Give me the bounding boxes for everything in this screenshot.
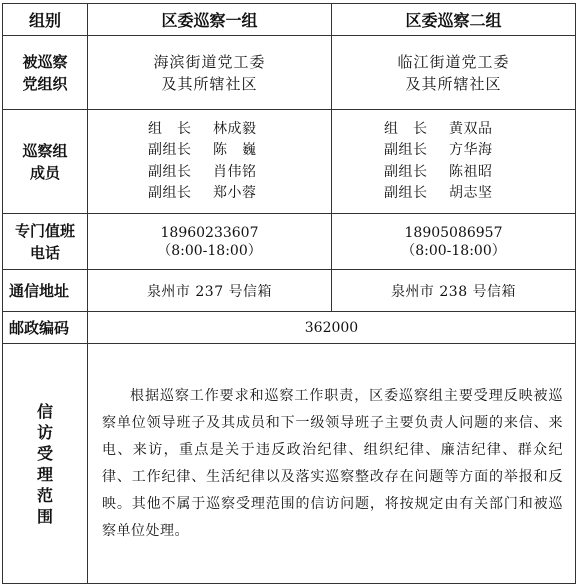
header-group-cell: 组别 <box>3 4 88 36</box>
scope-label-cell <box>3 344 88 584</box>
org-team2-line2: 及其所辖社区 <box>405 74 502 93</box>
scope-label-char: 理 <box>36 464 53 484</box>
member-role: 副组长 <box>384 163 428 180</box>
phone-team1-hours: （8:00-18:00） <box>157 242 262 259</box>
phone-label-cell <box>3 214 88 270</box>
address-team2-cell: 泉州市 238 号信箱 <box>332 270 576 312</box>
phone-team2-number: 18905086957 <box>404 224 503 241</box>
header-row <box>3 4 576 36</box>
address-label-cell: 通信地址 <box>3 270 88 312</box>
phone-label-line2: 电话 <box>29 243 60 262</box>
member-row <box>384 183 575 205</box>
member-row <box>384 119 575 141</box>
member-role: 副组长 <box>148 185 192 201</box>
scope-label-char: 访 <box>36 422 53 442</box>
members-team2-cell <box>332 110 576 214</box>
postal-row <box>3 312 576 344</box>
member-role: 副组长 <box>384 142 428 158</box>
member-role: 副组长 <box>148 163 192 180</box>
postal-value-cell: 362000 <box>88 312 576 344</box>
scope-text-cell: 根据巡察工作要求和巡察工作职责，区委巡察组主要受理反映被巡察单位领导班子及其成员和下一级领导班子主要负责人问题的来信、来电、来访，重点是关于违反政治纪律、组织纪律、廉洁纪律、群众纪律、工作纪律、生活纪律以及落实巡察整改存在问题等方面的举报和反映。其他不属于巡察受理范围的信访问题，将按规定由有关部门和被巡察单位处理。 <box>88 344 576 584</box>
scope-label-char: 范 <box>36 485 53 505</box>
scope-label-char: 围 <box>36 506 53 526</box>
member-name: 陈 巍 <box>213 142 257 158</box>
inspection-info-table <box>2 3 576 584</box>
org-team2-line1: 临江街道党工委 <box>397 52 510 71</box>
member-row <box>148 183 331 205</box>
member-role: 组 长 <box>148 120 192 137</box>
member-row <box>148 119 331 141</box>
member-name: 林成毅 <box>213 120 257 137</box>
members-row <box>3 110 576 214</box>
member-row <box>384 162 575 184</box>
member-name: 黄双品 <box>449 120 493 137</box>
members-label-cell <box>3 110 88 214</box>
org-team1-cell <box>88 36 332 110</box>
phone-label-line1: 专门值班 <box>14 221 75 240</box>
member-role: 副组长 <box>384 185 428 201</box>
member-name: 陈祖昭 <box>449 163 493 180</box>
members-label-line2: 成员 <box>29 163 60 182</box>
header-team1-cell: 区委巡察一组 <box>88 4 332 36</box>
phone-team2-cell <box>332 214 576 270</box>
members-label-line1: 巡察组 <box>22 141 68 160</box>
org-team1-line2: 及其所辖社区 <box>161 74 258 93</box>
org-team1-line1: 海滨街道党工委 <box>153 52 266 71</box>
scope-label-char: 信 <box>36 401 53 421</box>
header-team2-cell: 区委巡察二组 <box>332 4 576 36</box>
members-team1-cell <box>88 110 332 214</box>
phone-team2-hours: （8:00-18:00） <box>401 242 506 259</box>
member-name: 胡志坚 <box>449 185 493 201</box>
postal-label-cell: 邮政编码 <box>3 312 88 344</box>
phone-team1-number: 18960233607 <box>160 224 259 241</box>
org-label-line1: 被巡察 <box>22 52 68 71</box>
address-row <box>3 270 576 312</box>
member-row <box>148 162 331 184</box>
member-role: 副组长 <box>148 142 192 158</box>
member-row <box>384 140 575 162</box>
member-name: 郑小蓉 <box>213 185 257 201</box>
address-team1-cell: 泉州市 237 号信箱 <box>88 270 332 312</box>
member-name: 肖伟铭 <box>213 163 257 180</box>
org-team2-cell <box>332 36 576 110</box>
member-name: 方华海 <box>449 142 493 158</box>
member-role: 组 长 <box>384 120 428 137</box>
scope-row <box>3 344 576 584</box>
org-label-cell <box>3 36 88 110</box>
scope-label-char: 受 <box>36 443 53 463</box>
phone-team1-cell <box>88 214 332 270</box>
phone-row <box>3 214 576 270</box>
org-label-line2: 党组织 <box>22 74 68 93</box>
org-row <box>3 36 576 110</box>
member-row <box>148 140 331 162</box>
